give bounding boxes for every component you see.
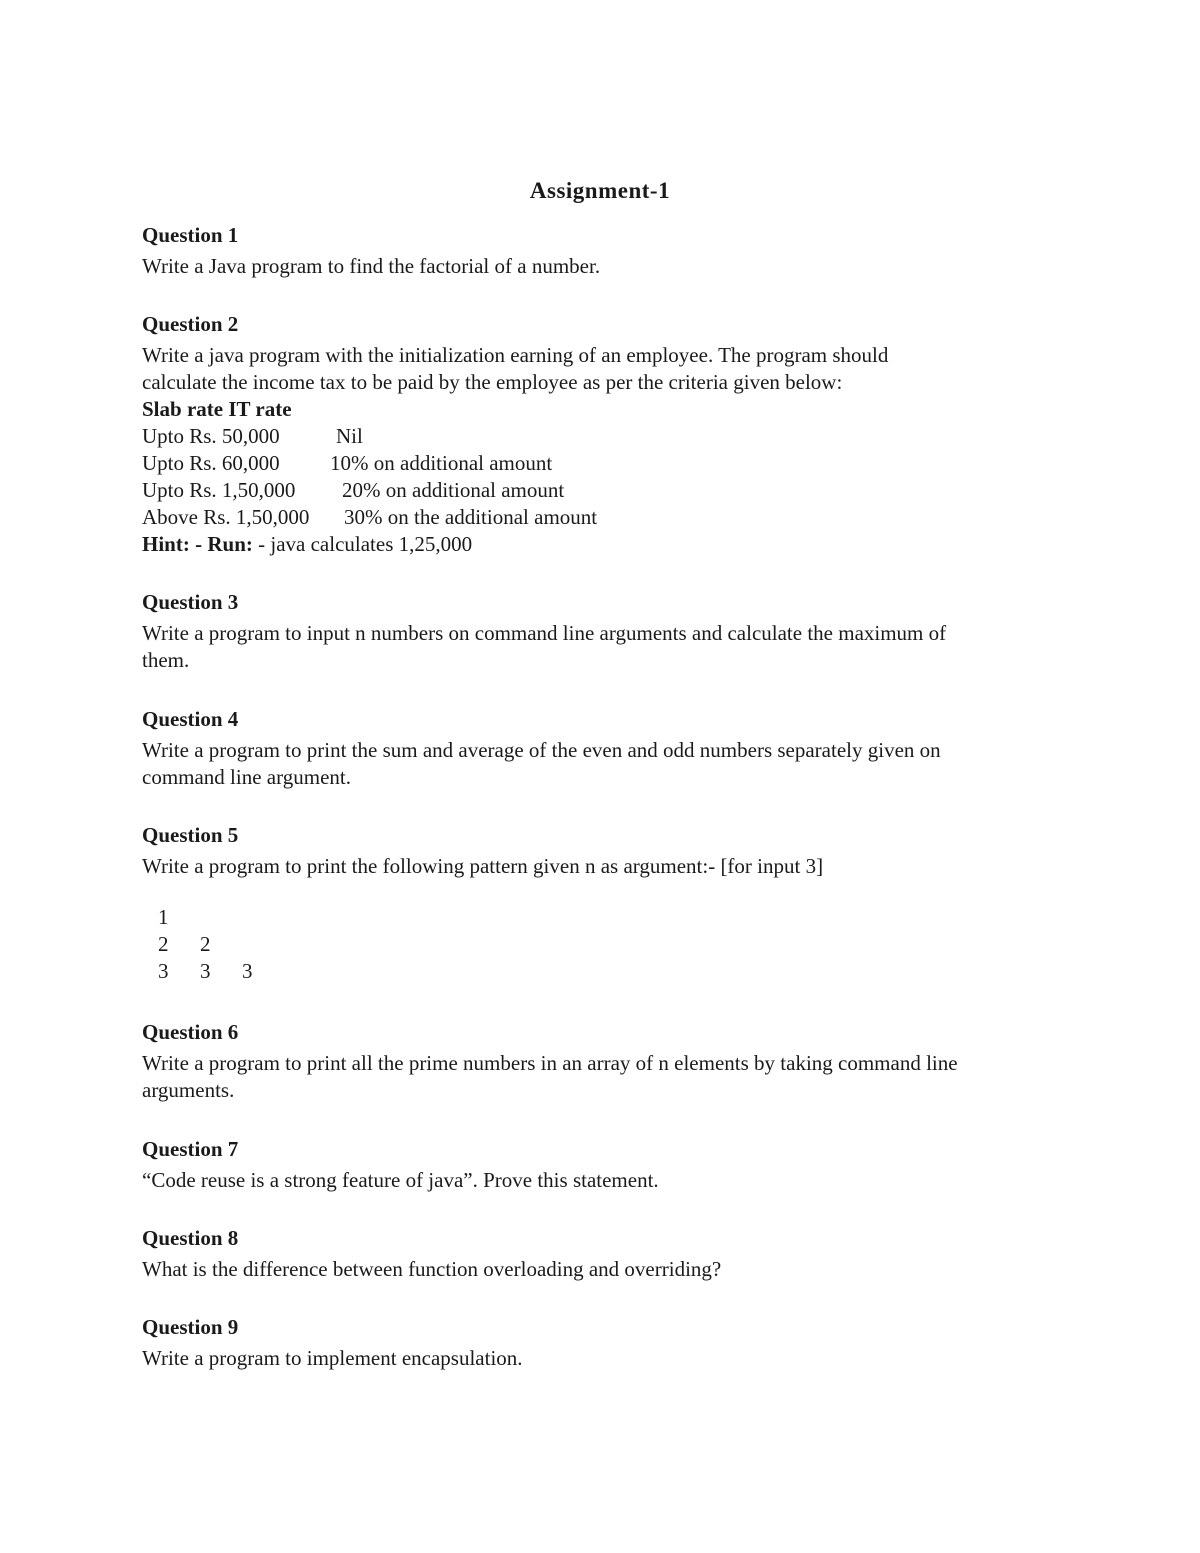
question-2 bbox=[142, 311, 1072, 558]
question-3 bbox=[142, 589, 1072, 674]
hint-line bbox=[142, 531, 1072, 558]
question-text: What is the difference between function overloading and overriding? bbox=[142, 1257, 722, 1281]
pattern-row bbox=[158, 904, 1072, 931]
question-4 bbox=[142, 706, 1072, 791]
pattern-cell: 2 bbox=[158, 932, 169, 956]
question-1 bbox=[142, 222, 1072, 280]
rate-cell: 20% on additional amount bbox=[342, 478, 565, 502]
question-text: Write a program to implement encapsulation. bbox=[142, 1346, 523, 1370]
question-text-line-1: Write a java program with the initialization earning of an employee. The program should bbox=[142, 343, 889, 367]
slab-row bbox=[142, 477, 1072, 504]
question-5 bbox=[142, 822, 1072, 985]
question-text-line-2: them. bbox=[142, 648, 190, 672]
pattern-row bbox=[158, 931, 1072, 958]
pattern-row bbox=[158, 958, 1072, 985]
slab-table-header: Slab rate IT rate bbox=[142, 397, 292, 421]
question-text: Write a program to print the following pattern given n as argument:- [for input 3] bbox=[142, 854, 824, 878]
question-heading: Question 8 bbox=[142, 1226, 239, 1250]
hint-text: - java calculates 1,25,000 bbox=[252, 532, 473, 556]
question-heading: Question 4 bbox=[142, 707, 239, 731]
question-text-line-2: command line argument. bbox=[142, 765, 351, 789]
pattern-cell: 3 bbox=[242, 959, 253, 983]
number-pattern bbox=[158, 904, 1072, 985]
slab-cell: Upto Rs. 60,000 bbox=[142, 451, 280, 475]
question-6 bbox=[142, 1019, 1072, 1104]
hint-dash: - bbox=[189, 532, 208, 556]
question-8 bbox=[142, 1225, 1072, 1283]
question-heading: Question 6 bbox=[142, 1020, 239, 1044]
question-text-line-2: arguments. bbox=[142, 1078, 235, 1102]
question-heading: Question 9 bbox=[142, 1315, 239, 1339]
question-heading: Question 3 bbox=[142, 590, 239, 614]
question-heading: Question 5 bbox=[142, 823, 239, 847]
pattern-cell: 3 bbox=[200, 959, 211, 983]
slab-cell: Upto Rs. 1,50,000 bbox=[142, 478, 296, 502]
question-heading: Question 1 bbox=[142, 223, 239, 247]
question-9 bbox=[142, 1314, 1072, 1372]
question-text-line-1: Write a program to input n numbers on command line arguments and calculate the maximum of bbox=[142, 621, 947, 645]
slab-cell: Upto Rs. 50,000 bbox=[142, 424, 280, 448]
rate-cell: Nil bbox=[336, 424, 363, 448]
rate-cell: 30% on the additional amount bbox=[344, 505, 598, 529]
question-text-line-1: Write a program to print all the prime numbers in an array of n elements by taking command line bbox=[142, 1051, 958, 1075]
question-text: “Code reuse is a strong feature of java”. Prove this statement. bbox=[142, 1168, 659, 1192]
run-label: Run: bbox=[207, 532, 253, 556]
page-title: Assignment-1 bbox=[529, 178, 671, 203]
slab-row bbox=[142, 450, 1072, 477]
slab-row bbox=[142, 423, 1072, 450]
slab-cell: Above Rs. 1,50,000 bbox=[142, 505, 310, 529]
question-text-line-2: calculate the income tax to be paid by the employee as per the criteria given below: bbox=[142, 370, 843, 394]
question-heading: Question 7 bbox=[142, 1137, 239, 1161]
pattern-cell: 3 bbox=[158, 959, 169, 983]
question-text: Write a Java program to find the factorial of a number. bbox=[142, 254, 601, 278]
rate-cell: 10% on additional amount bbox=[330, 451, 553, 475]
question-7 bbox=[142, 1136, 1072, 1194]
pattern-cell: 1 bbox=[158, 905, 169, 929]
question-heading: Question 2 bbox=[142, 312, 239, 336]
hint-label: Hint: bbox=[142, 532, 190, 556]
pattern-cell: 2 bbox=[200, 932, 211, 956]
slab-row bbox=[142, 504, 1072, 531]
question-text-line-1: Write a program to print the sum and average of the even and odd numbers separately given on bbox=[142, 738, 941, 762]
